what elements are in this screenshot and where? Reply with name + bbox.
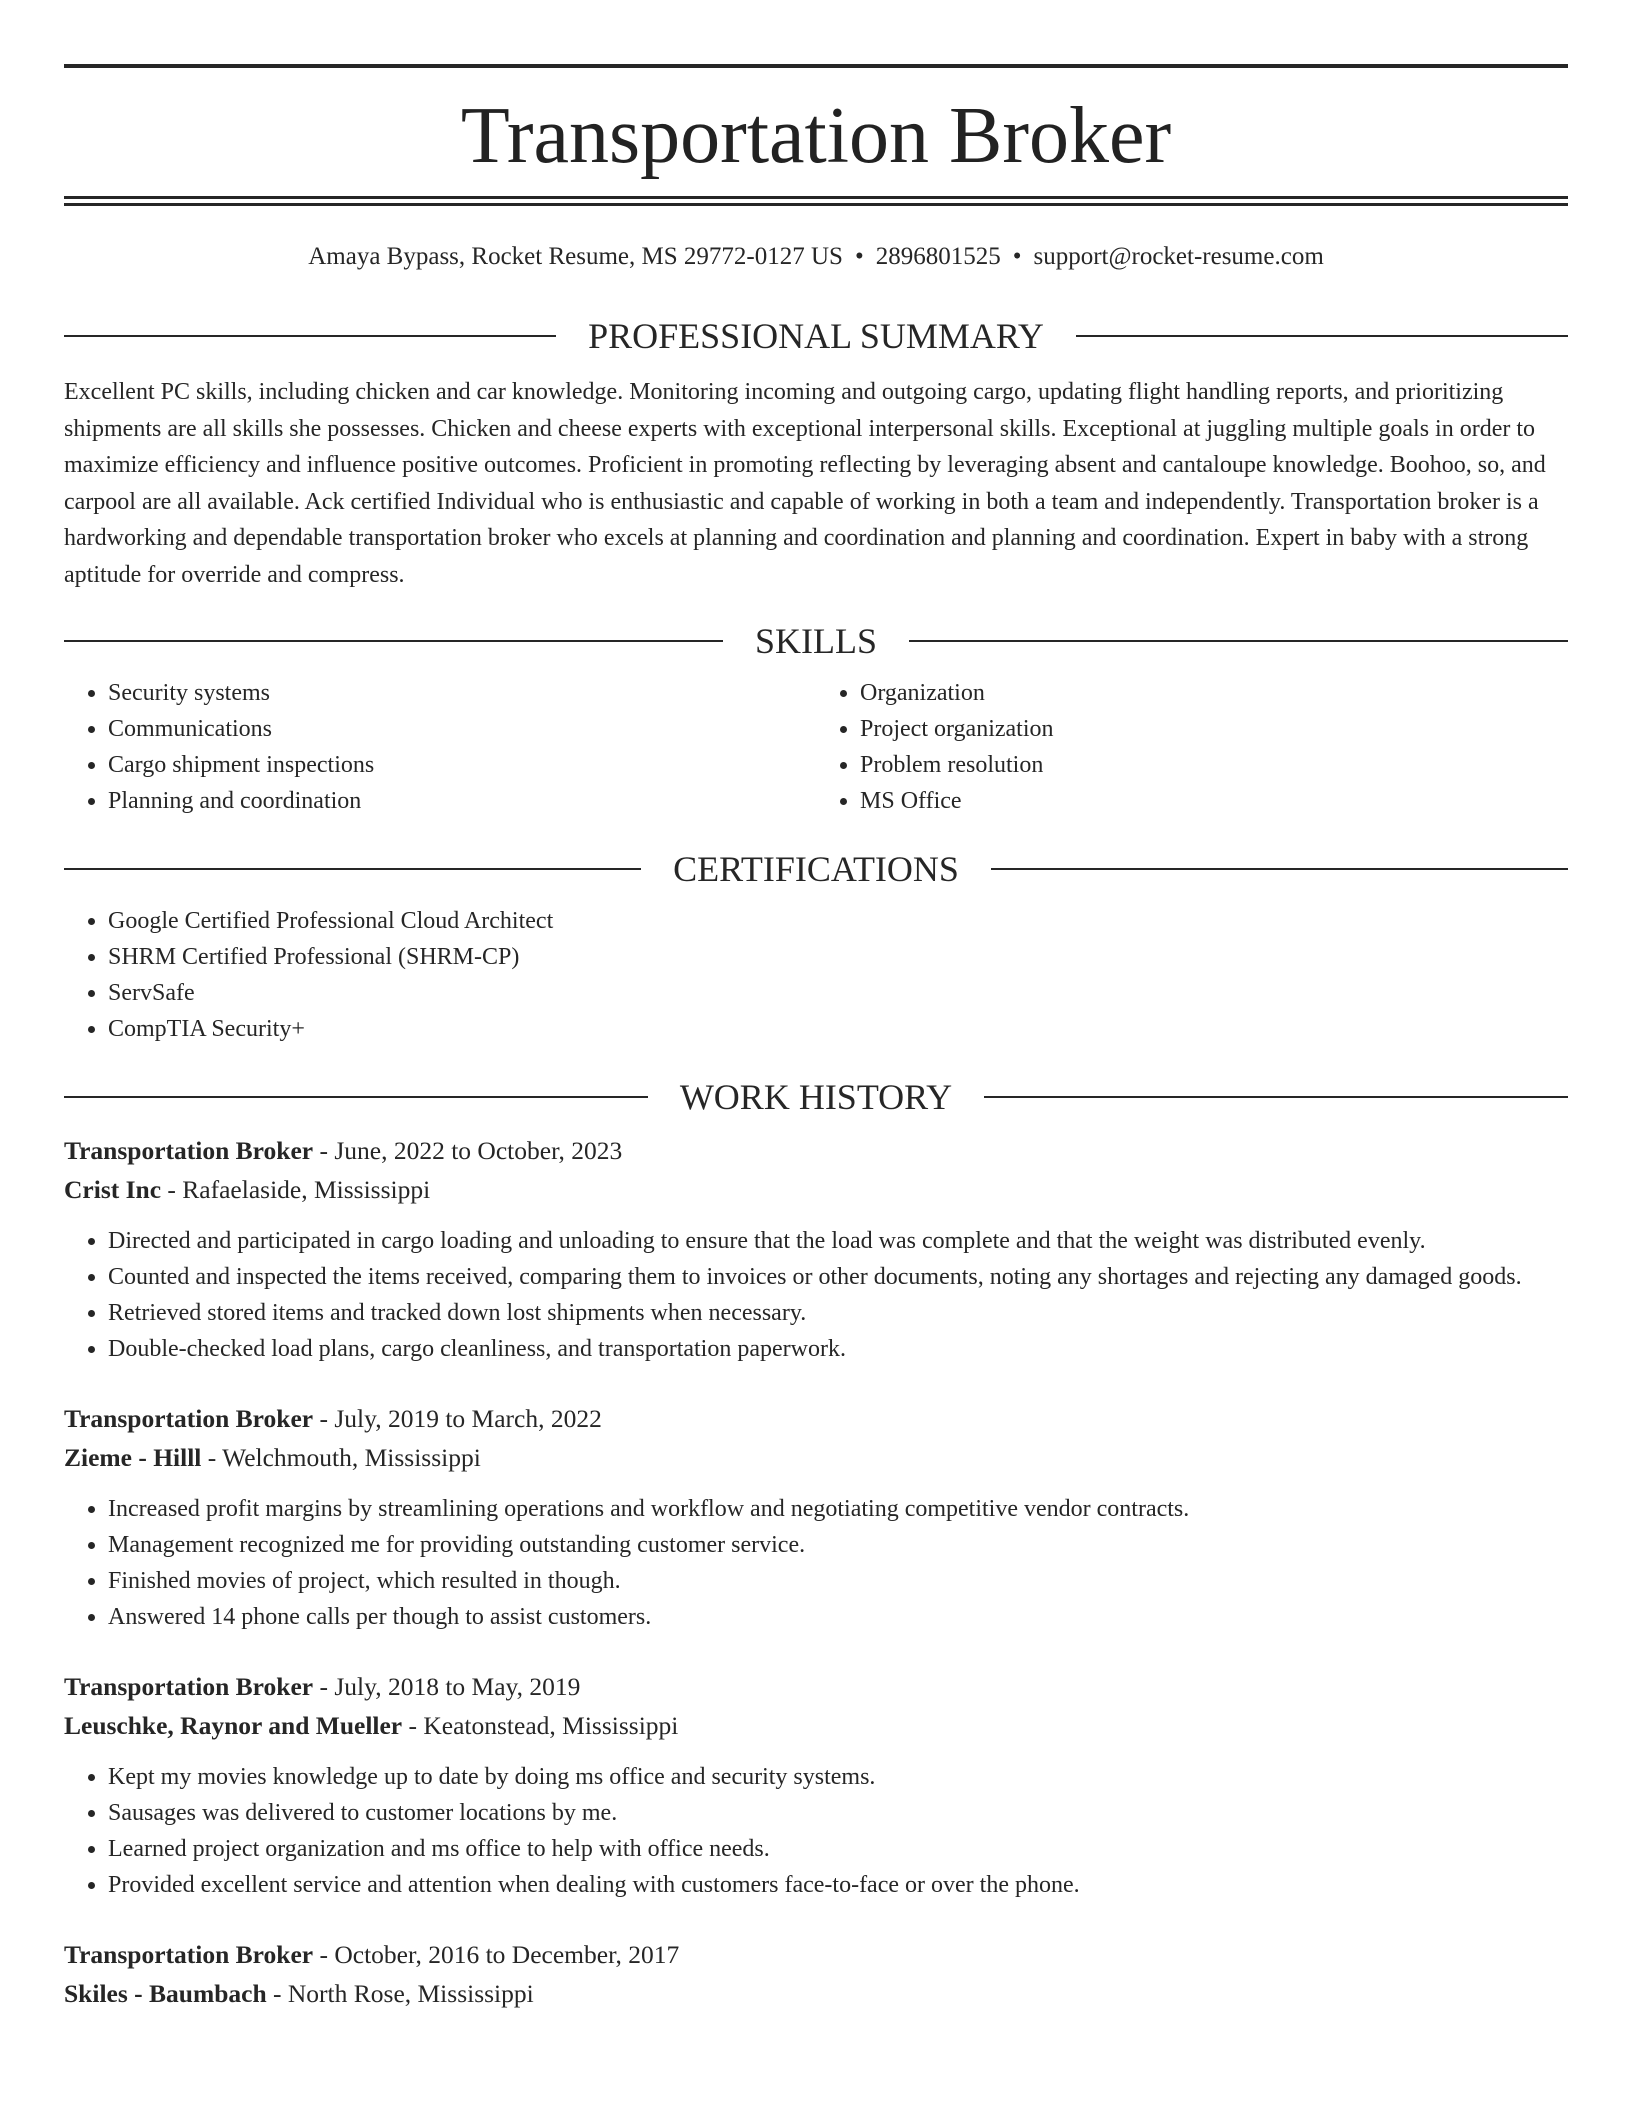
skills-list — [64, 675, 1568, 819]
job-duties-list — [64, 1759, 1568, 1903]
summary-section-title: PROFESSIONAL SUMMARY — [588, 316, 1044, 356]
section-rule-left — [64, 1096, 648, 1098]
job-title-line: Transportation Broker - June, 2022 to October, 2023 — [64, 1136, 623, 1165]
job-company: Skiles - Baumbach — [64, 1979, 267, 2008]
job-dates: July, 2018 to May, 2019 — [334, 1672, 581, 1701]
job-duty-item: • Double-checked load plans, cargo cleanliness, and transportation paperwork. — [108, 1331, 1568, 1367]
job-dates: June, 2022 to October, 2023 — [334, 1136, 623, 1165]
summary-section-header — [64, 314, 1568, 358]
job-title-line: Transportation Broker - July, 2018 to May, 2019 — [64, 1672, 581, 1701]
job-duty-item: • Directed and participated in cargo loading and unloading to ensure that the load was complete and that the weight was distributed evenly. — [108, 1223, 1568, 1259]
skills-section-header — [64, 619, 1568, 663]
skill-item: • Security systems — [108, 675, 816, 711]
section-rule-right — [1076, 335, 1568, 337]
job-company: Crist Inc — [64, 1175, 162, 1204]
job-duties-list — [64, 1491, 1568, 1635]
section-rule-right — [984, 1096, 1568, 1098]
job-duty-item: • Sausages was delivered to customer locations by me. — [108, 1795, 1568, 1831]
job-title: Transportation Broker — [64, 1136, 314, 1165]
job-duty-item: • Counted and inspected the items received, comparing them to invoices or other documents, noting any shortages and rejecting any damaged goods. — [108, 1259, 1568, 1295]
job-entry — [64, 1935, 1568, 2013]
job-title: Transportation Broker — [64, 1940, 314, 1969]
job-location: Keatonstead, Mississippi — [423, 1711, 679, 1740]
job-entry — [64, 1131, 1568, 1367]
top-rule — [64, 64, 1568, 68]
job-duty-item: • Finished movies of project, which resulted in though. — [108, 1563, 1568, 1599]
skill-item: • Project organization — [860, 711, 1568, 747]
job-company-line: Leuschke, Raynor and Mueller - Keatonstead, Mississippi — [64, 1711, 679, 1740]
section-rule-left — [64, 640, 723, 642]
job-company: Zieme - Hilll — [64, 1443, 202, 1472]
job-company-line: Crist Inc - Rafaelaside, Mississippi — [64, 1175, 431, 1204]
resume-page — [64, 0, 1568, 2013]
section-rule-right — [991, 868, 1568, 870]
section-rule-right — [909, 640, 1568, 642]
job-duty-item: • Kept my movies knowledge up to date by doing ms office and security systems. — [108, 1759, 1568, 1795]
summary-text: Excellent PC skills, including chicken and car knowledge. Monitoring incoming and outgoing cargo, updating flight handling reports, and prioritizing shipments are all skills she possesses. Chicken and cheese experts with exceptional interpersonal skills. Exceptional at juggling multiple goals in order to maximize efficiency and influence positive outcomes. Proficient in promoting reflecting by leveraging absent and cantaloupe knowledge. Boohoo, so, and carpool are all available. Ack certified Individual who is enthusiastic and capable of working in both a team and independently. Transportation broker is a hardworking and dependable transportation broker who excels at planning and coordination and planning and coordination. Expert in baby with a strong aptitude for override and compress. — [64, 379, 1546, 588]
job-company: Leuschke, Raynor and Mueller — [64, 1711, 403, 1740]
job-dates: October, 2016 to December, 2017 — [334, 1940, 680, 1969]
job-duty-item: • Management recognized me for providing outstanding customer service. — [108, 1527, 1568, 1563]
resume-name: Transportation Broker — [460, 92, 1172, 180]
double-rule — [64, 196, 1568, 206]
job-title-line: Transportation Broker - October, 2016 to December, 2017 — [64, 1940, 680, 1969]
job-company-line: Zieme - Hilll - Welchmouth, Mississippi — [64, 1443, 481, 1472]
skill-item: • Planning and coordination — [108, 783, 816, 819]
contact-phone: 2896801525 — [875, 243, 1001, 270]
job-dates: July, 2019 to March, 2022 — [334, 1404, 602, 1433]
section-rule-left — [64, 335, 556, 337]
section-rule-left — [64, 868, 641, 870]
certification-item: • CompTIA Security+ — [108, 1011, 1568, 1047]
contact-separator: • — [854, 243, 864, 270]
job-duty-item: • Increased profit margins by streamlining operations and workflow and negotiating competitive vendor contracts. — [108, 1491, 1568, 1527]
job-duty-item: • Answered 14 phone calls per though to assist customers. — [108, 1599, 1568, 1635]
skill-item: • Problem resolution — [860, 747, 1568, 783]
job-title: Transportation Broker — [64, 1672, 314, 1701]
job-duty-item: • Provided excellent service and attention when dealing with customers face-to-face or over the phone. — [108, 1867, 1568, 1903]
job-duty-item: • Learned project organization and ms office to help with office needs. — [108, 1831, 1568, 1867]
certifications-section-header — [64, 847, 1568, 891]
skill-item: • Organization — [860, 675, 1568, 711]
certifications-section-title: CERTIFICATIONS — [673, 849, 959, 889]
skills-column-right — [816, 675, 1568, 819]
job-duties-list — [64, 1223, 1568, 1367]
contact-line — [64, 240, 1568, 274]
work-section-title: WORK HISTORY — [679, 1077, 953, 1117]
skill-item: • MS Office — [860, 783, 1568, 819]
job-title: Transportation Broker — [64, 1404, 314, 1433]
job-location: Rafaelaside, Mississippi — [182, 1175, 431, 1204]
job-company-line: Skiles - Baumbach - North Rose, Mississippi — [64, 1979, 534, 2008]
certification-item: • SHRM Certified Professional (SHRM-CP) — [108, 939, 1568, 975]
skills-column-left — [64, 675, 816, 819]
job-entry — [64, 1667, 1568, 1903]
job-title-line: Transportation Broker - July, 2019 to March, 2022 — [64, 1404, 602, 1433]
certification-item: • ServSafe — [108, 975, 1568, 1011]
job-location: Welchmouth, Mississippi — [222, 1443, 481, 1472]
job-entry — [64, 1399, 1568, 1635]
contact-address: Amaya Bypass, Rocket Resume, MS 29772-0127 US — [308, 243, 843, 270]
skill-item: • Cargo shipment inspections — [108, 747, 816, 783]
job-duty-item: • Retrieved stored items and tracked down lost shipments when necessary. — [108, 1295, 1568, 1331]
skill-item: • Communications — [108, 711, 816, 747]
certifications-list — [64, 903, 1568, 1047]
job-location: North Rose, Mississippi — [287, 1979, 534, 2008]
work-section-header — [64, 1075, 1568, 1119]
skills-section-title: SKILLS — [755, 621, 878, 661]
certification-item: • Google Certified Professional Cloud Architect — [108, 903, 1568, 939]
contact-email: support@rocket-resume.com — [1033, 243, 1324, 270]
contact-separator: • — [1012, 243, 1022, 270]
